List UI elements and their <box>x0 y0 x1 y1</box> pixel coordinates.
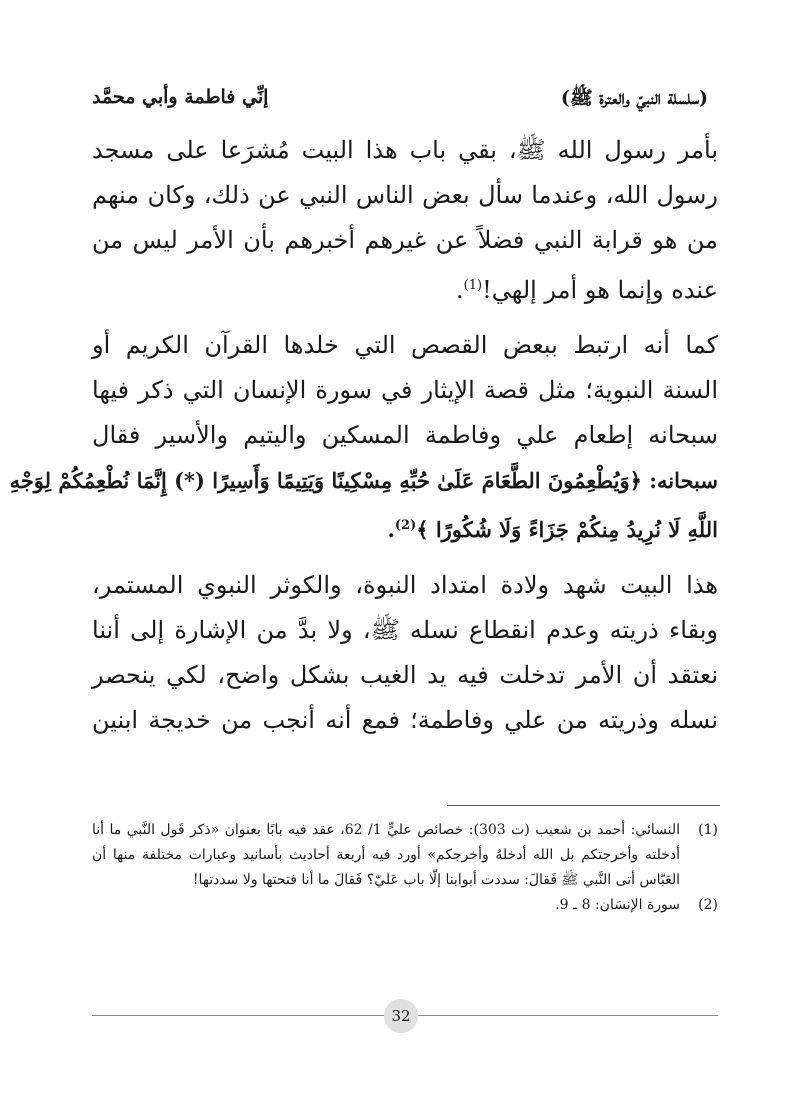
text-line: بأمر رسول الله ﷺ، بقي باب هذا البيت مُشرَعا على مسجد <box>92 136 718 164</box>
page-number-rule-right <box>418 1015 718 1016</box>
footnote-text: النسائي: أحمد بن شعيب (ت 303): خصائص عليٍّ 1/ 62، عقد فيه بابًا بعنوان «ذكر قَول النَّبي ما أنا أدخلته وأخرجتكم بل الله أدخلهُ وأخرجكم» أورد فيه أربعة أحاديث بأسانيد وعبارات مختلفة منها أن العَبّاس أتى النَّبي ﷺ فَقالَ: سددت أبوابنا إلّا باب عَليّ؟ فَقالَ ما أنا فتحتها ولا سددتها! <box>92 822 681 888</box>
text-line: السنة النبوية؛ مثل قصة الإيثار في سورة الإنسان التي ذكر فيها <box>92 376 718 404</box>
text-line: من هو قرابة النبي فضلاً عن غيرهم أخبرهم بأن الأمر ليس من <box>92 226 718 254</box>
footnote-1 <box>92 818 718 893</box>
text-line: نعتقد أن الأمر تدخلت فيه يد الغيب بشكل واضح، لكي ينحصر <box>92 661 718 689</box>
footnote-2 <box>92 893 718 918</box>
footnote-number: (1) <box>698 822 718 838</box>
text-line: نسله وذريته من علي وفاطمة؛ فمع أنه أنجب من خديجة ابنين <box>92 706 718 734</box>
footnotes <box>92 818 718 918</box>
running-header-title: إنِّي فاطمة وأبي محمَّد <box>92 86 269 108</box>
quran-verse-line-last: اللَّهِ لَا نُرِيدُ مِنكُمْ جَزَاءً وَلَا شُكُورًا ﴾$^{(2)}$. <box>387 517 718 542</box>
text-line: هذا البيت شهد ولادة امتداد النبوة، والكوثر النبوي المستمر، <box>92 571 718 599</box>
text: اللَّهِ لَا نُرِيدُ مِنكُمْ جَزَاءً وَلَا شُكُورًا ﴾ <box>416 517 718 542</box>
text-line: رسول الله، وعندما سأل بعض الناس النبي عن ذلك، وكان منهم <box>92 181 718 209</box>
paragraph-2 <box>9 323 718 548</box>
footnote-ref[interactable]: (2) <box>394 518 417 533</box>
text-line: وبقاء ذريته وعدم انقطاع نسله ﷺ، ولا بدَّ من الإشارة إلى أننا <box>92 616 718 644</box>
footnote-text: سورة الإنسَان: 8 ـ 9. <box>555 897 680 913</box>
text-line: سبحانه إطعام علي وفاطمة المسكين واليتيم والأسير فقال <box>92 421 718 449</box>
text: عنده وإنما هو أمر إلهي! <box>482 276 718 304</box>
text-line: كما أنه ارتبط ببعض القصص التي خلدها القرآن الكريم أو <box>92 331 718 359</box>
text-line-last: عنده وإنما هو أمر إلهي!$^{(1)}$. <box>456 276 718 304</box>
paragraph-3 <box>92 563 718 743</box>
quran-verse-line: سبحانه: ﴿وَيُطْعِمُونَ الطَّعَامَ عَلَىٰ حُبِّهِ مِسْكِينًا وَيَتِيمًا وَأَسِيرًا (*) إِنَّمَا نُطْعِمُكُمْ لِوَجْهِ <box>9 468 718 493</box>
page-number-rule-left <box>92 1015 384 1016</box>
footnote-divider <box>447 805 720 806</box>
paragraph-1 <box>92 128 718 308</box>
running-header-series: (سلسلة النبيّ والعترة ﷺ) <box>560 87 708 109</box>
footnote-number: (2) <box>698 897 718 913</box>
page-number: 32 <box>384 999 418 1033</box>
footnote-ref[interactable]: (1) <box>463 278 483 293</box>
